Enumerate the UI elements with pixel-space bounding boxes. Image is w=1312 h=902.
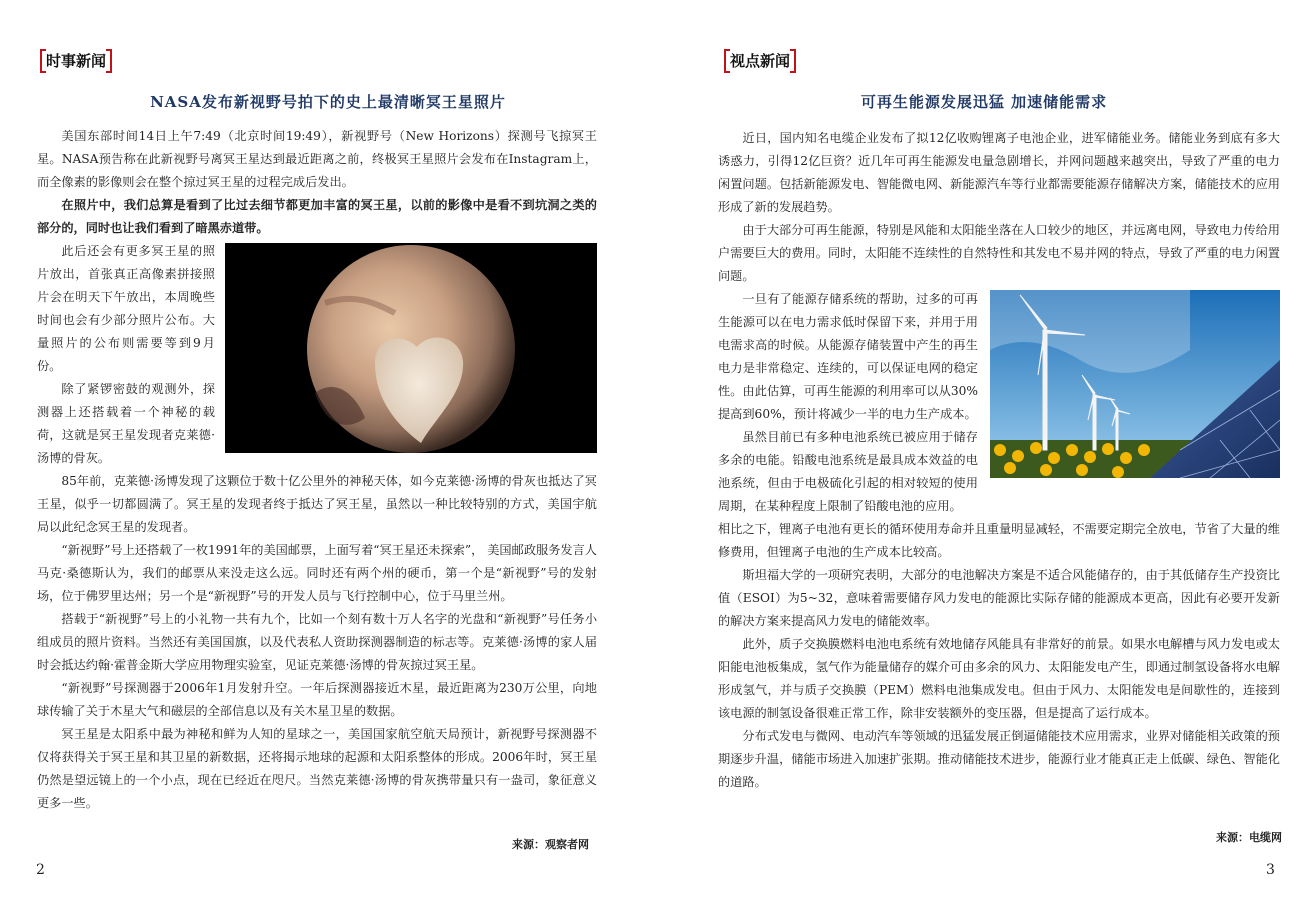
paragraph: 冥王星是太阳系中最为神秘和鲜为人知的星球之一，美国国家航空航天局预计，新视野号探测器不仅将获得关于冥王星和其卫星的新数据，还将揭示地球的起源和太阳系整体的形成。2006年时，冥王星仍然是望远镜上的一个小点，现在已经近在咫尺。当然克莱德·汤博的骨灰携带量只有一盎司，象征意义更多一些。: [37, 727, 597, 810]
section-tag: 时事新闻: [42, 50, 110, 72]
paragraph: 此后还会有更多冥王星的照片放出，首张真正高像素拼接照片会在明天下午放出，本周晚些时间也会有少部分照片公布。大量照片的公布则需要等到9月份。: [37, 244, 215, 373]
paragraph: 相比之下，锂离子电池有更长的循环使用寿命并且重量明显减轻，不需要定期完全放电，节省了大量的维修费用，但锂离子电池的生产成本比较高。: [718, 522, 1280, 559]
paragraph: 斯坦福大学的一项研究表明，大部分的电池解决方案是不适合风能储存的，由于其低储存生产投资比值（ESOI）为5~32，意味着需要储存风力发电的能源比实际存储的能源成本更高，因此有必要开发新的解决方案来提高风力发电的储能效率。: [718, 568, 1280, 628]
paragraph: 分布式发电与微网、电动汽车等领域的迅猛发展正倒逼储能技术应用需求，业界对储能相关政策的预期逐步升温，储能市场进入加速扩张期。推动储能技术进步，能源行业才能真正走上低碳、绿色、智能化的道路。: [718, 729, 1280, 789]
paragraph: 搭载于“新视野”号上的小礼物一共有九个，比如一个刻有数十万人名字的光盘和“新视野”号任务小组成员的照片资料。当然还有美国国旗，以及代表私人资助探测器制造的标志等。克莱德·汤博的家人届时会抵达约翰·霍普金斯大学应用物理实验室，见证克莱德·汤博的骨灰掠过冥王星。: [37, 612, 597, 672]
pluto-photo: [225, 243, 597, 453]
headline-text: NASA发布新视野号拍下的史上最清晰冥王星照片: [150, 93, 506, 111]
headline-text: 可再生能源发展迅猛 加速储能需求: [860, 93, 1108, 111]
source-credit: 来源：观察者网: [512, 838, 589, 851]
paragraph: 美国东部时间14日上午7:49（北京时间19:49），新视野号（New Horizons）探测号飞掠冥王星。NASA预告称在此新视野号离冥王星达到最近距离之前，终极冥王星照片会发布在Instagram上，而全像素的影像则会在整个掠过冥王星的过程完成后发出。: [37, 129, 597, 189]
article-body: [718, 127, 1280, 794]
headline: [0, 91, 656, 112]
headline: [656, 91, 1312, 112]
paragraph: 虽然目前已有多种电池系统已被应用于储存多余的电能。铅酸电池系统是最具成本效益的电池系统，但由于电极硫化引起的相对较短的使用周期，在某种程度上限制了铅酸电池的应用。: [718, 430, 978, 513]
paragraph: 除了紧锣密鼓的观测外，探测器上还搭载着一个神秘的载荷，这就是冥王星发现者克莱德·汤博的骨灰。: [37, 382, 215, 465]
source-credit: 来源：电缆网: [1216, 831, 1282, 844]
paragraph: 在照片中，我们总算是看到了比过去细节都更加丰富的冥王星，以前的影像中是看不到坑洞之类的部分的，同时也让我们看到了暗黑赤道带。: [37, 198, 597, 235]
page-number: 2: [36, 862, 45, 878]
paragraph: 近日，国内知名电缆企业发布了拟12亿收购锂离子电池企业，进军储能业务。储能业务到底有多大诱惑力，引得12亿巨资？近几年可再生能源发电量急剧增长，并网问题越来越突出，导致了严重的电力闲置问题。包括新能源发电、智能微电网、新能源汽车等行业都需要能源存储解决方案，储能技术的应用形成了新的发展趋势。: [718, 131, 1280, 214]
paragraph: 一旦有了能源存储系统的帮助，过多的可再生能源可以在电力需求低时保留下来，并用于用电需求高的时候。从能源存储装置中产生的再生电力是非常稳定、连续的，可以保证电网的稳定性。由此估算，可再生能源的利用率可以从30%提高到60%，预计将减少一半的电力生产成本。: [718, 292, 978, 421]
paragraph: “新视野”号探测器于2006年1月发射升空。一年后探测器接近木星，最近距离为230万公里，向地球传输了关于木星大气和磁层的全部信息以及有关木星卫星的数据。: [37, 681, 597, 718]
paragraph: 此外，质子交换膜燃料电池电系统有效地储存风能具有非常好的前景。如果水电解槽与风力发电或太阳能电池板集成，氢气作为能量储存的媒介可由多余的风力、太阳能发电产生，即通过制氢设备将水电解形成氢气，并与质子交换膜（PEM）燃料电池集成发电。但由于风力、太阳能发电是间歇性的，连接到该电源的制氢设备很难正常工作，除非安装额外的变压器，但是提高了运行成本。: [718, 637, 1280, 720]
paragraph: 85年前，克莱德·汤博发现了这颗位于数十亿公里外的神秘天体，如今克莱德·汤博的骨灰也抵达了冥王星，似乎一切都圆满了。冥王星的发现者终于抵达了冥王星，虽然以一种比较特别的方式，美国宇航局以此纪念冥王星的发现者。: [37, 474, 597, 534]
wind-solar-photo: [990, 290, 1280, 478]
section-tag: 视点新闻: [726, 50, 794, 72]
paragraph: “新视野”号上还搭载了一枚1991年的美国邮票，上面写着“冥王星还未探索”， 美国邮政服务发言人马克·桑德斯认为，我们的邮票从来没走这么远。同时还有两个州的硬币，第一个是“新视野”号的发射场，位于佛罗里达州；另一个是“新视野”号的开发人员与飞行控制中心，位于马里兰州。: [37, 543, 597, 603]
right-page: [656, 0, 1312, 902]
article-body: [37, 125, 597, 815]
paragraph: 由于大部分可再生能源，特别是风能和太阳能坐落在人口较少的地区，并远离电网，导致电力传给用户需要巨大的费用。同时，太阳能不连续性的自然特性和其发电不易并网的特点，导致了严重的电力闲置问题。: [718, 223, 1280, 283]
page-number: 3: [1266, 862, 1275, 878]
